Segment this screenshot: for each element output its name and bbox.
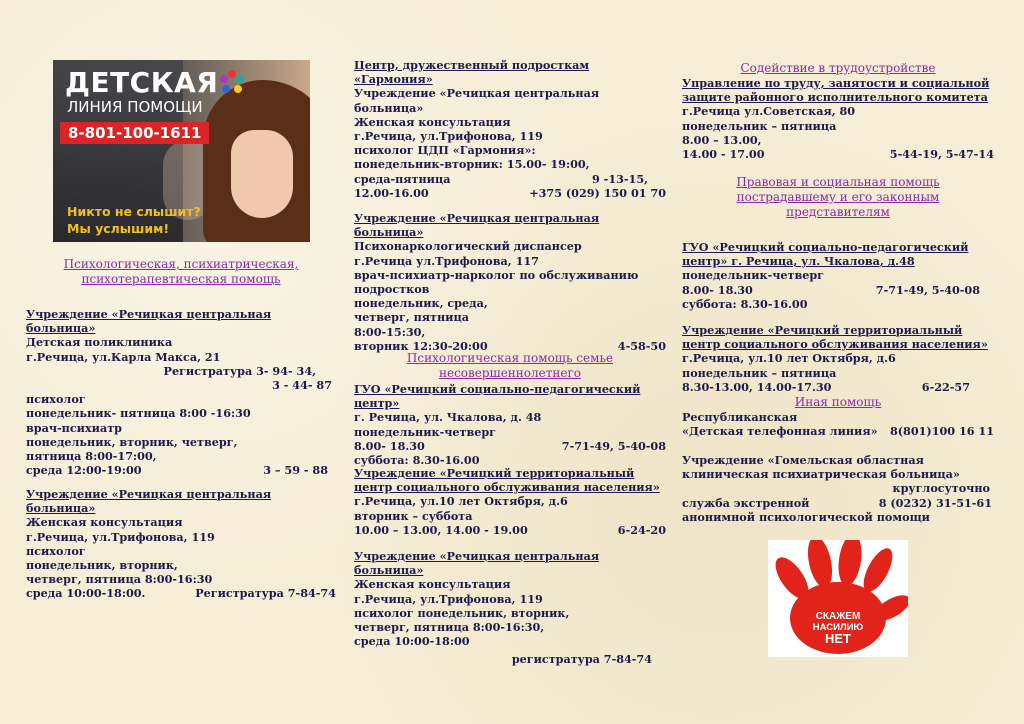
section-title-line: представителям — [786, 205, 890, 219]
phone-number: +375 (029) 150 01 70 — [529, 185, 666, 200]
org-name: Учреждение «Речицкая центральная — [26, 487, 272, 501]
section-title-employment — [682, 61, 994, 76]
text-line: больница» — [354, 100, 424, 115]
org-name: центр социального обслуживания населения» — [682, 337, 988, 352]
block-territorial-center-2 — [682, 323, 994, 394]
org-name: центр социального обслуживания населения» — [354, 480, 660, 495]
block-children-polyclinic — [26, 307, 336, 477]
block-territorial-center — [354, 466, 666, 537]
banner-title: ДЕТСКАЯ — [65, 66, 219, 99]
address: г.Речица, ул.Трифонова, 119 — [26, 529, 215, 544]
schedule: понедельник- пятница 8:00 -16:30 — [26, 406, 251, 421]
org-name: Учреждение «Речицкая центральная — [26, 307, 272, 321]
schedule: среда-пятница — [354, 171, 451, 186]
address: г.Речица ул.Советская, 80 — [682, 104, 856, 119]
phone-number: 3 – 59 - 88 — [263, 463, 328, 478]
section-title-line: Психологическая, психиатрическая, — [63, 257, 299, 271]
block-labor-office — [682, 76, 994, 161]
stop-violence-hand-icon — [768, 540, 908, 657]
schedule: 8.00- 18.30 — [354, 438, 425, 453]
text-line: Учреждение «Речицкая центральная — [354, 86, 600, 101]
section-title-line: Правовая и социальная помощь — [736, 175, 940, 189]
girl-face — [231, 130, 293, 218]
phone-row — [682, 424, 994, 438]
banner-phone: 8-801-100-1611 — [60, 122, 209, 144]
phone-number: 8(801)100 16 11 — [889, 424, 994, 439]
helpline-banner — [53, 60, 310, 242]
org-name: «Детская телефонная линия» — [682, 424, 878, 439]
schedule-row — [26, 463, 336, 477]
org-name: «Гармония» — [354, 72, 433, 87]
org-name: больница» — [354, 563, 424, 578]
schedule: вторник 12:30-20:00 — [354, 338, 488, 353]
text-line: анонимной психологической помощи — [682, 509, 930, 524]
address: г.Речица, ул.Трифонова, 119 — [354, 591, 543, 606]
text-line: психолог ЦДП «Гармония»: — [354, 143, 536, 158]
poster-line-2: НАСИЛИЮ — [812, 622, 864, 633]
phone-row — [682, 496, 994, 510]
address: г.Речица, ул.10 лет Октября, д.6 — [354, 494, 568, 509]
phone-number: 6-24-20 — [617, 522, 666, 537]
address: г.Речица, ул.Трифонова, 119 — [354, 129, 543, 144]
section-title-other — [682, 395, 994, 410]
schedule: понедельник-вторник: 15.00- 19:00, — [354, 157, 590, 172]
block-childrens-hotline — [682, 410, 994, 438]
schedule: 8.30-13.00, 14.00-17.30 — [682, 379, 832, 394]
banner-subtitle: ЛИНИЯ ПОМОЩИ — [67, 98, 203, 116]
org-name: ГУО «Речицкий социально-педагогический — [354, 382, 641, 396]
poster-line-1: СКАЖЕМ — [815, 611, 861, 622]
text-line: Детская поликлиника — [26, 335, 173, 350]
org-name: Учреждение «Речицкий территориальный — [682, 323, 963, 337]
section-title-line: Психологическая помощь семье — [406, 351, 614, 365]
schedule-row — [682, 380, 994, 394]
schedule-row — [682, 283, 994, 297]
block-social-ped-center — [354, 382, 666, 467]
phone-number: Регистратура 3- 94- 34, — [163, 363, 316, 378]
org-name: больница» — [26, 321, 96, 336]
section-title-legal — [682, 175, 994, 220]
org-name: защите районного исполнительного комитета — [682, 90, 988, 105]
schedule: 8:00-15:30, — [354, 324, 426, 339]
schedule-row — [354, 186, 666, 200]
block-gomel-hospital — [682, 453, 994, 524]
address: г.Речица, ул.10 лет Октября, д.6 — [682, 351, 896, 366]
address: г.Речица ул.Трифонова, 117 — [354, 253, 539, 268]
section-title-family — [354, 351, 666, 381]
org-name: центр» — [354, 396, 400, 411]
schedule: понедельник-четверг — [682, 268, 825, 283]
org-name: Учреждение «Речицкая центральная — [354, 211, 600, 225]
schedule: суббота: 8.30-16.00 — [354, 453, 480, 468]
schedule: 8.00- 18.30 — [682, 282, 753, 297]
phone-number: 6-22-57 — [921, 379, 970, 394]
phone-number: 4-58-50 — [617, 338, 666, 353]
schedule: вторник – суббота — [354, 508, 473, 523]
org-name: Управление по труду, занятости и социальной — [682, 76, 990, 90]
schedule-row — [354, 439, 666, 453]
schedule: суббота: 8.30-16.00 — [682, 296, 808, 311]
schedule: среда 12:00-19:00 — [26, 463, 142, 478]
poster-line-3: НЕТ — [825, 631, 851, 646]
text-line: Женская консультация — [354, 114, 511, 129]
section-title-line: пострадавшему и его законным — [736, 190, 940, 204]
phone-number: 7-71-49, 5-40-08 — [561, 438, 666, 453]
text-line: Женская консультация — [26, 515, 183, 530]
schedule: среда 10:00-18:00 — [354, 634, 470, 649]
phone-number: 3 - 44- 87 — [272, 378, 332, 393]
schedule: понедельник – пятница — [682, 118, 837, 133]
colorful-hands-logo-icon — [218, 68, 246, 96]
schedule: четверг, пятница — [354, 310, 469, 325]
schedule: понедельник – пятница — [682, 365, 837, 380]
org-name: Учреждение «Речицкий территориальный — [354, 466, 635, 480]
block-narcology — [354, 211, 666, 353]
schedule: понедельник, вторник, — [26, 558, 178, 573]
schedule: среда 10:00-18:00. — [26, 586, 146, 601]
phone-number: Регистратура 7-84-74 — [195, 586, 336, 601]
org-name: клиническая психиатрическая больница» — [682, 467, 960, 482]
schedule: четверг, пятница 8:00-16:30, — [354, 620, 545, 635]
text-line: врач-психиатр — [26, 420, 122, 435]
banner-slogan — [67, 203, 201, 237]
schedule: четверг, пятница 8:00-16:30 — [26, 572, 213, 587]
section-title-line: психотерапевтическая помощь — [81, 272, 281, 286]
text-line: подростков — [354, 282, 430, 297]
schedule-row — [682, 147, 994, 161]
schedule: пятница 8:00-17:00, — [26, 449, 157, 464]
org-name: больница» — [26, 501, 96, 516]
block-womens-consultation-2 — [354, 549, 666, 667]
text-line: психолог — [26, 392, 86, 407]
schedule: психолог понедельник, вторник, — [354, 605, 570, 620]
section-title-line: Содействие в трудоустройстве — [740, 61, 936, 75]
phone-number: 8 (0232) 31-51-61 — [878, 495, 992, 510]
schedule-row — [354, 172, 666, 186]
text-line: врач-психиатр-нарколог по обслуживанию — [354, 267, 639, 282]
address: г. Речица, ул. Чкалова, д. 48 — [354, 410, 542, 425]
section-title-line: несовершеннолетнего — [438, 366, 582, 380]
org-name: центр» г. Речица, ул. Чкалова, д.48 — [682, 254, 915, 269]
schedule: круглосуточно — [892, 481, 990, 496]
schedule: 12.00-16.00 — [354, 185, 429, 200]
schedule-row — [354, 523, 666, 537]
section-title-psych — [26, 257, 336, 287]
org-name: Учреждение «Речицкая центральная — [354, 549, 600, 563]
block-harmony-center — [354, 58, 666, 200]
phone-number: регистратура 7-84-74 — [511, 652, 652, 667]
schedule: 14.00 - 17.00 — [682, 147, 765, 162]
address: г.Речица, ул.Карла Макса, 21 — [26, 349, 221, 364]
phone-number: 7-71-49, 5-40-08 — [875, 282, 980, 297]
text-line: психолог — [26, 543, 86, 558]
org-name: Учреждение «Гомельская областная — [682, 453, 924, 467]
block-social-ped-center-2 — [682, 240, 994, 311]
schedule: 10.00 – 13.00, 14.00 - 19.00 — [354, 522, 528, 537]
phone-number: 9 -13-15, — [592, 171, 648, 186]
schedule: 8.00 – 13.00, — [682, 132, 762, 147]
org-name: ГУО «Речицкий социально-педагогический — [682, 240, 969, 254]
slogan-line: Никто не слышит? — [67, 204, 201, 219]
text-line: служба экстренной — [682, 495, 810, 510]
schedule: понедельник, среда, — [354, 296, 488, 311]
block-womens-consultation — [26, 487, 336, 601]
org-name: Центр, дружественный подросткам — [354, 58, 590, 72]
text-line: Женская консультация — [354, 577, 511, 592]
org-name: больница» — [354, 225, 424, 240]
schedule-row — [26, 586, 336, 600]
text-line: Республиканская — [682, 410, 798, 424]
text-line: Психонаркологический диспансер — [354, 239, 582, 254]
schedule: понедельник-четверг — [354, 424, 497, 439]
section-title-line: Иная помощь — [794, 395, 882, 409]
phone-number: 5-44-19, 5-47-14 — [889, 147, 994, 162]
slogan-line: Мы услышим! — [67, 221, 170, 236]
schedule: понедельник, вторник, четверг, — [26, 434, 238, 449]
